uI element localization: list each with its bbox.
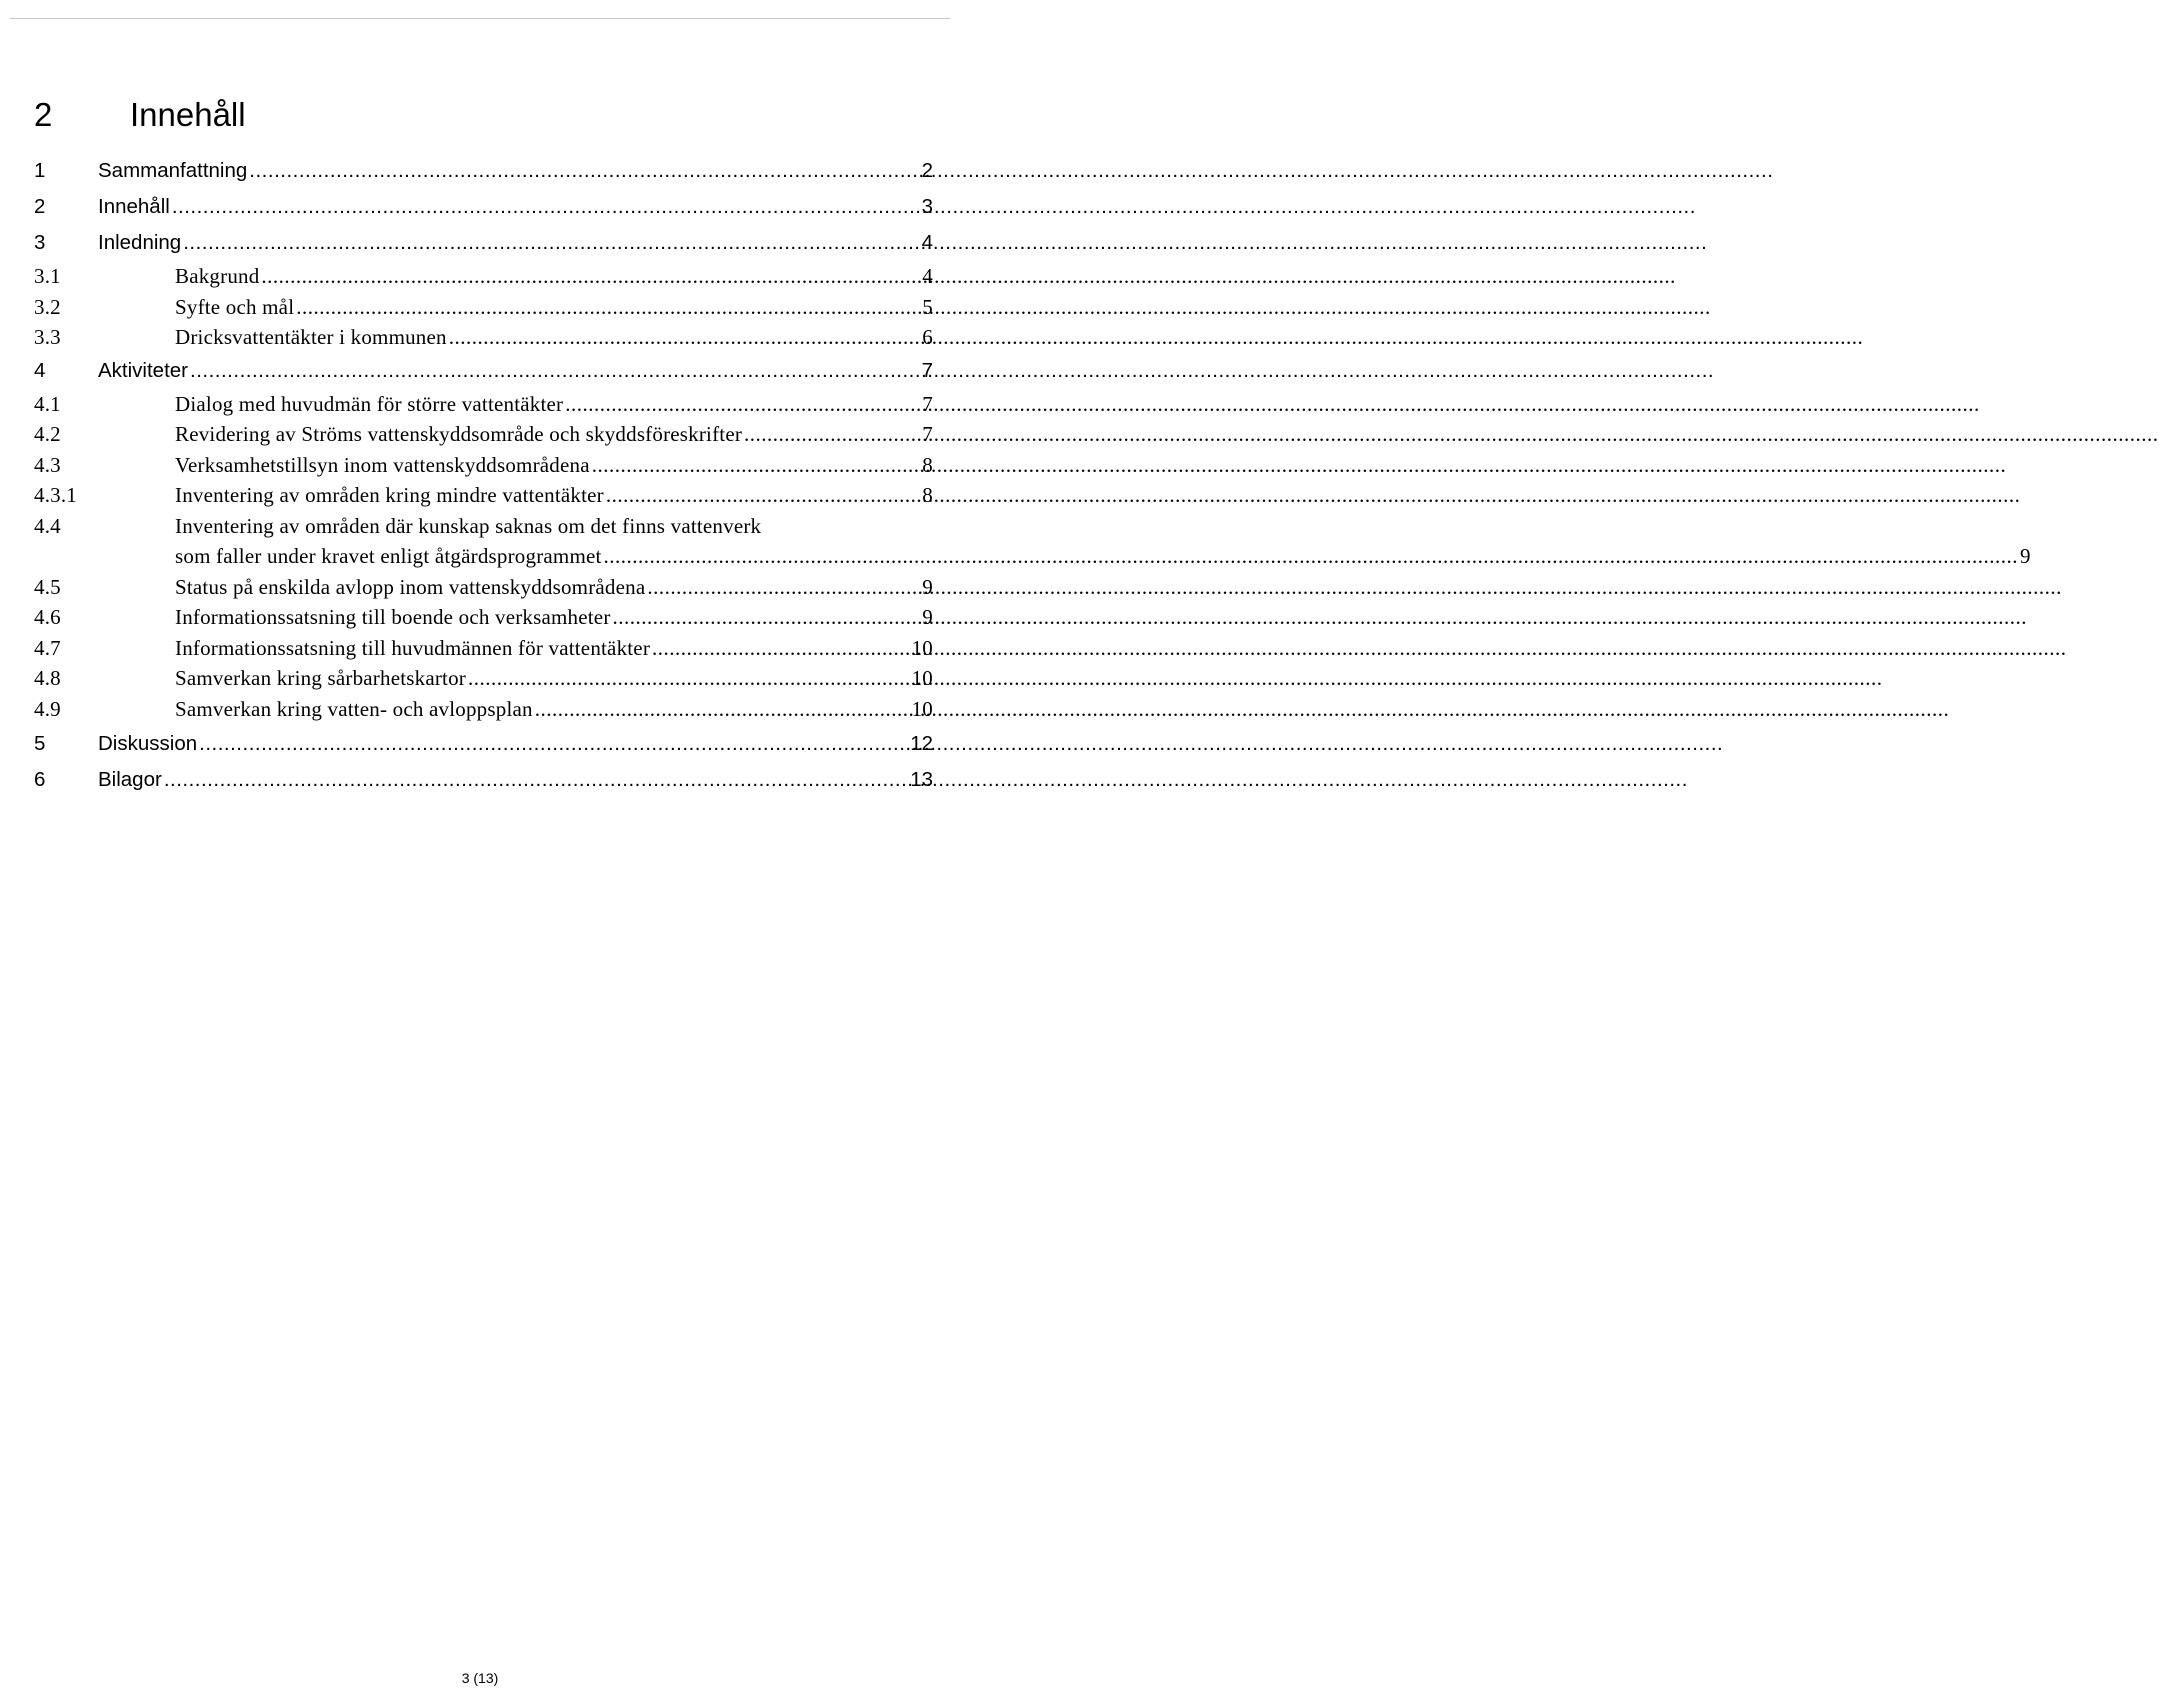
toc-entry-number: 4.4: [34, 513, 61, 538]
toc-entry-number: 4.1: [34, 391, 61, 416]
toc-entry-number: 5: [34, 732, 46, 755]
toc-entry[interactable]: [34, 189, 933, 225]
toc-dot-leader: [261, 261, 920, 292]
toc-dot-leader: [606, 480, 920, 511]
toc-entry[interactable]: [34, 153, 933, 189]
toc-entry-page: 10: [911, 696, 933, 721]
toc-dot-leader: [249, 153, 919, 189]
toc-entry-page: 7: [922, 391, 933, 416]
toc-entry-number: 4.6: [34, 605, 61, 629]
section-heading-title: Innehåll: [130, 96, 246, 133]
toc-entry-page: 12: [910, 732, 933, 755]
toc-entry-title: Inledning: [98, 231, 182, 254]
toc-entry-number: 4.8: [34, 666, 61, 690]
page-number-label: 3 (13): [461, 1670, 499, 1686]
toc-dot-leader: [535, 694, 910, 725]
toc-entry-title: Bilagor: [98, 768, 162, 791]
toc-entry-page: 7: [922, 422, 933, 446]
toc-dot-leader: [172, 189, 920, 225]
toc-entry[interactable]: [34, 762, 933, 798]
toc-entry-number: 4: [34, 358, 46, 382]
toc-entry-page: 9: [2020, 544, 2031, 568]
toc-entry-title: Informationssatsning till boende och verksamheter: [175, 605, 611, 629]
toc-dot-leader: [613, 602, 921, 633]
toc-entry[interactable]: [34, 353, 933, 389]
page-footer: [0, 1670, 960, 1686]
toc-entry-title: Syfte och mål: [175, 294, 295, 319]
toc-dot-leader: [604, 541, 2019, 572]
toc-entry-number: 4.3.1: [34, 483, 77, 507]
toc-entry[interactable]: [34, 389, 933, 420]
toc-entry-title: Status på enskilda avlopp inom vattenskyddsområdena: [175, 574, 646, 599]
toc-entry[interactable]: [34, 602, 933, 633]
toc-entry[interactable]: [34, 511, 2031, 572]
toc-entry-page: 10: [911, 635, 933, 660]
toc-entry-number: 3: [34, 231, 46, 254]
toc-entry-title: Innehåll: [98, 195, 170, 218]
table-of-contents: [34, 153, 2031, 798]
toc-entry-title-block: [175, 511, 2031, 572]
toc-entry-title: Diskussion: [98, 732, 198, 755]
toc-entry-title: Samverkan kring vatten- och avloppsplan: [175, 696, 533, 721]
toc-entry-title: som faller under kravet enligt åtgärdsprogrammet: [175, 544, 602, 568]
toc-entry[interactable]: [34, 633, 933, 664]
toc-entry-page: 8: [922, 483, 933, 507]
toc-entry-number: 1: [34, 159, 46, 182]
toc-entry-title: Inventering av områden kring mindre vattentäkter: [175, 483, 604, 507]
toc-dot-leader: [647, 572, 920, 603]
header-rule: [10, 18, 950, 19]
section-heading-number: 2: [34, 96, 53, 133]
toc-entry[interactable]: [34, 694, 933, 725]
toc-entry[interactable]: [34, 450, 933, 481]
toc-entry-number: 3.2: [34, 294, 61, 319]
toc-entry-page: 13: [910, 768, 933, 791]
toc-dot-leader: [449, 322, 921, 353]
toc-dot-leader: [190, 353, 920, 389]
toc-entry[interactable]: [34, 261, 933, 292]
toc-entry-number: 4.9: [34, 696, 61, 721]
toc-entry-page: 7: [921, 358, 933, 382]
toc-entry-number: 4.5: [34, 574, 61, 599]
toc-entry-title: Aktiviteter: [98, 358, 188, 382]
toc-entry-page: 10: [911, 666, 933, 690]
toc-entry-page: 9: [922, 574, 933, 599]
toc-entry-page: 9: [922, 605, 933, 629]
toc-entry[interactable]: [34, 572, 933, 603]
toc-entry[interactable]: [34, 726, 933, 762]
toc-entry[interactable]: [34, 663, 933, 694]
toc-entry[interactable]: [34, 322, 933, 353]
toc-entry-page: 2: [921, 159, 933, 182]
toc-entry-title: Verksamhetstillsyn inom vattenskyddsområdena: [175, 452, 590, 477]
toc-dot-leader: [468, 663, 910, 694]
toc-entry-title: Sammanfattning: [98, 159, 248, 182]
toc-entry-number: 4.2: [34, 422, 61, 446]
toc-entry-number: 3.3: [34, 325, 61, 349]
toc-entry-page: 4: [921, 231, 933, 254]
toc-dot-leader: [652, 633, 910, 664]
toc-entry[interactable]: [34, 225, 933, 261]
toc-entry-number: 3.1: [34, 264, 61, 288]
toc-entry-page: 3: [921, 195, 933, 218]
toc-entry-page: 5: [922, 294, 933, 319]
toc-entry-title: Dialog med huvudmän för större vattentäkter: [175, 391, 564, 416]
toc-entry-page: 6: [922, 325, 933, 349]
toc-entry-title: Bakgrund: [175, 264, 260, 288]
toc-entry[interactable]: [34, 480, 933, 511]
toc-entry-number: 2: [34, 195, 46, 218]
toc-entry-number: 4.3: [34, 452, 61, 477]
toc-entry-page: 8: [922, 452, 933, 477]
toc-entry-number: 4.7: [34, 635, 61, 660]
toc-dot-leader: [565, 389, 920, 420]
toc-entry-page: 4: [922, 264, 933, 288]
toc-entry-number: 6: [34, 768, 46, 791]
toc-entry-title: Samverkan kring sårbarhetskartor: [175, 666, 466, 690]
toc-dot-leader: [744, 419, 920, 450]
toc-entry-title: Revidering av Ströms vattenskyddsområde och skyddsföreskrifter: [175, 422, 743, 446]
toc-entry-title-continuation: [175, 541, 2031, 572]
toc-entry[interactable]: [34, 419, 933, 450]
toc-entry-title: Dricksvattentäkter i kommunen: [175, 325, 447, 349]
toc-dot-leader: [199, 726, 908, 762]
toc-dot-leader: [592, 450, 921, 481]
section-heading: [34, 95, 246, 135]
toc-entry[interactable]: [34, 292, 933, 323]
toc-dot-leader: [183, 225, 919, 261]
toc-entry-title: Informationssatsning till huvudmännen för vattentäkter: [175, 635, 651, 660]
toc-entry-title: Inventering av områden där kunskap saknas om det finns vattenverk: [175, 513, 762, 538]
toc-dot-leader: [164, 762, 908, 798]
toc-dot-leader: [296, 292, 920, 323]
